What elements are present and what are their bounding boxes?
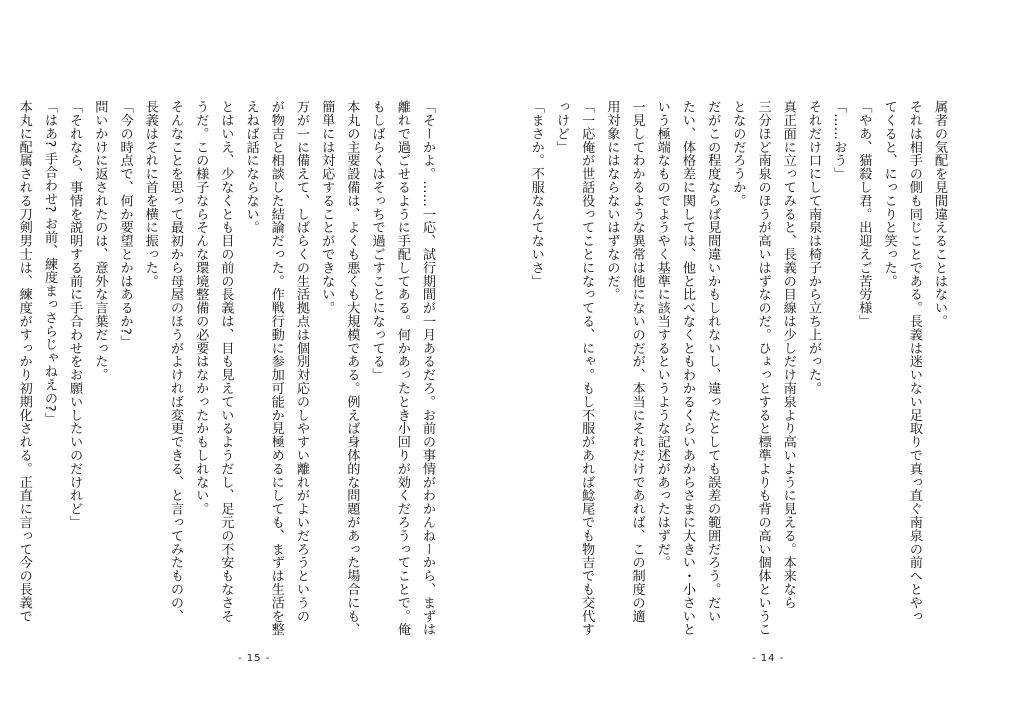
text-line: 「……おう」 — [831, 100, 847, 181]
text-line: となのだろうか。 — [730, 100, 746, 208]
text-line: それは相手の側も同じことである。長義は迷いない足取りで真っ直ぐ南泉の前へとやっ — [906, 100, 922, 623]
text-line: が物吉と相談した結論だった。作戦行動に参加可能か見極めるにしても、まずは生活を整 — [268, 100, 284, 636]
text-line: 属者の気配を見間違えることはない。 — [932, 100, 947, 328]
text-line: 「今の時点で、何か要望とかはあるか?」 — [117, 100, 133, 349]
text-line: 「まさか。不服なんてないさ」 — [528, 100, 544, 288]
text-line: 「はあ? 手合わせ? お前、練度まっさらじゃねえの?」 — [41, 100, 57, 426]
page-number-left: - 15 - — [238, 653, 271, 664]
text-line: うだ。この様子ならそんな環境整備の必要はなかったかもしれない。 — [193, 100, 209, 516]
text-line: 三分ほど南泉のほうが高いはずなのだ。ひょっとすると標準よりも背の高い個体というこ — [755, 100, 771, 636]
text-line: てくると、にっこりと笑った。 — [881, 100, 897, 288]
text-line: 離れで過ごせるように手配してある。何かあったとき小回りが効くだろうってことで。俺 — [394, 100, 410, 636]
text-line: そんなことを思って最初から母屋のほうがよければ変更できる、と言ってみたものの、 — [167, 100, 183, 623]
page-right — [512, 0, 1024, 722]
text-line: 「やあ、猫殺し君。出迎えご苦労様」 — [856, 100, 872, 328]
text-line: 万が一に備えて、しばらくの生活拠点は個別対応のしやすい離れがよいだろうというの — [293, 100, 309, 623]
text-line: 長義はそれに首を横に振った。 — [142, 100, 158, 288]
text-line: 用対象にはならないはずなのだ。 — [604, 100, 620, 301]
text-line: 「そーかよ。……一応、試行期間が一月あるだろ。お前の事情がわかんねーから、まずは — [420, 100, 435, 636]
text-line: たい、体格差に関しては、他と比べなくともわかるくらいあからさまに大きい・小さいと — [679, 100, 695, 636]
text-line: 本丸に配属される刀剣男士は、練度がすっかり初期化される。正直に言って今の長義で — [16, 100, 32, 623]
page-number-right: - 14 - — [752, 653, 785, 664]
text-line: っけど」 — [553, 100, 569, 154]
right-page-text — [528, 100, 952, 645]
text-line: 問いかけに返されたのは、意外な言葉だった。 — [92, 100, 108, 382]
text-line: 本丸の主要設備は、よくも悪くも大規模である。例えば身体的な問題があった場合にも、 — [344, 100, 360, 636]
text-line: えねば話にならない。 — [243, 100, 259, 234]
text-line: 「それなら、事情を説明する前に手合わせをお願いしたいのだけれど」 — [67, 100, 83, 529]
text-line: いう極端なものでようやく基準に該当するというような記述があったはずだ。 — [654, 100, 670, 569]
text-line: 「一応俺が世話役ってことになってる、にゃ。もし不服があれば鯰尾でも物吉でも交代す — [579, 100, 595, 636]
text-line: それだけ口にして南泉は椅子から立ち上がった。 — [805, 100, 821, 395]
text-line: 真正面に立ってみると、長義の目線は少しだけ南泉より高いように見える。本来なら — [780, 100, 796, 610]
text-line: もしばらくはそっちで過ごすことになってる」 — [369, 100, 385, 382]
text-line: だがこの程度ならば見間違いかもしれないし、違ったとしても誤差の範囲だろう。だい — [705, 100, 721, 623]
left-page-text — [16, 100, 440, 645]
text-line: 簡単には対応することができない。 — [319, 100, 335, 315]
text-line: 一見してわかるような異常は他にないのだが、本当にそれだけであれば、この制度の適 — [629, 100, 645, 623]
text-line: とはいえ、少なくとも目の前の長義は、目も見えているようだし、足元の不安もなさそ — [218, 100, 234, 623]
